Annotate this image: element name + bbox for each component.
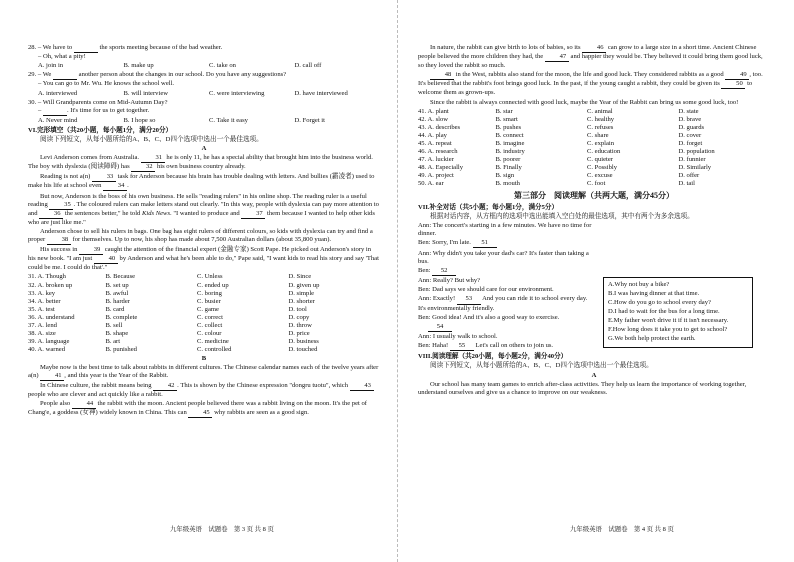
blank-45: 45 bbox=[188, 409, 212, 418]
box-option: G.We both help protect the earth. bbox=[608, 335, 696, 343]
blank-34: 34 bbox=[103, 182, 127, 191]
box-option: B.I was having dinner at that time. bbox=[608, 290, 700, 298]
blank bbox=[74, 44, 98, 53]
right-page bbox=[418, 44, 770, 398]
box-option: A.Why not buy a bike? bbox=[608, 281, 670, 288]
blank-31: 31 bbox=[141, 154, 165, 163]
box-option: C.How do you go to school every day? bbox=[608, 299, 711, 307]
box-option: F.How long does it take you to get to school? bbox=[608, 326, 728, 334]
blank-32: 32 bbox=[131, 163, 155, 172]
section-6-title: VI.完形填空（共20小题，每小题1分，满分20分） bbox=[28, 126, 173, 134]
dialog bbox=[418, 222, 596, 351]
blank bbox=[43, 107, 67, 116]
passage-a-para-4: Anderson chose to sell his rulers in bags. One bag has eight rulers of different colours, so kids with dyslexia can try and find a proper 38 for themselves. Up to now, his shop has made about 7,500 Australian dollars (about 35,800 yuan). bbox=[28, 228, 380, 245]
section-8-title: VIII.阅读理解（共20小题，每小题2分，满分40分） bbox=[418, 353, 568, 361]
passage-b-para-4: In nature, the rabbit can give birth to lots of babies, so its 46 can grow to a large size in a short time. Ancient Chinese people believed the more children they had, the 47 and happier they would be. They believed it could bring them good luck, so they loved the rabbit so much. bbox=[418, 44, 763, 70]
section-7-title: VII.补全对话（共5小题；每小题1分，满分5分） bbox=[418, 203, 559, 211]
left-page-footer: 九年级英语 试题卷 第 3 页 共 8 页 bbox=[170, 526, 274, 533]
blank bbox=[53, 71, 77, 80]
blank-54: 54 bbox=[428, 323, 452, 332]
options-41-50: 41. A. plant B. star C. animal D. state 42. A. slow B. smart C. healthy D. brave 43. A. describes B. pushes C. refuses D. guards 44. A. play B. connect C. share D. cover 45. A. repeat B. imagine C. explain D. forget 46. A. research B. industry C. education D. population 47. A. luckier B. poorer C. quieter D. funnier 48. A. Especially B. Finally C. Possibly D. Similarly 49. A. project B. sign C. excuse D. offer 50. A. ear B. mouth C. foot D. tail bbox=[418, 107, 715, 188]
dialog-line bbox=[418, 323, 596, 332]
dialog-line: Ben: Sorry, I'm late. 51 bbox=[418, 239, 596, 248]
options-30: A. Never mind B. I hope so C. Take it easy D. Forget it bbox=[38, 116, 325, 124]
section-8-instruction: 阅读下列短文，从每小题所给的A、B、C、D四个选项中选出一个最佳选项。 bbox=[430, 362, 653, 370]
passage-b-para-3: People also 44 the rabbit with the moon. Ancient people believed there was a rabbit living on the moon. It's the pet of Chang'e, a goddess (女神) widely known in China. This can 45 why rabbits are seen as a good sign. bbox=[28, 400, 380, 418]
passage-a-label: A bbox=[201, 145, 207, 153]
blank-41: 41 bbox=[40, 372, 64, 381]
options-31-40: 31. A. Though B. Because C. Unless D. Since 32. A. broken up B. set up C. ended up D. given up 33. A. key B. awful C. boring D. simple 34. A. better B. harder C. busier D. shorter 35. A. test B. card C. game D. tool 36. A. understand B. complete C. correct D. copy 37. A. lend B. sell C. collect D. throw 38. A. size B. shape C. colour D. price 39. A. language B. art C. medicine D. business 40. A. warned B. punished C. controlled D. touched bbox=[28, 273, 320, 353]
section-6-instruction: 阅读下列短文，从每小题所给的A、B、C、D四个选项中选出一个最佳选项。 bbox=[40, 135, 263, 143]
blank-53: 53 bbox=[457, 295, 481, 304]
blank-44: 44 bbox=[72, 400, 96, 409]
dialog-line: Ann: Exactly! 53 And you can ride it to school every day. It's environmentally friendly. bbox=[418, 295, 588, 312]
passage-b-label: B bbox=[201, 354, 207, 362]
dialog-line: Ben: Haha! 55 Let's call on others to join us. bbox=[418, 342, 596, 351]
passage-a-para-1: Levi Anderson comes from Australia. 31 he is only 11, he has a special ability that brought him into the business world. The boy with dyslexia (阅读障碍) has 32 his own business country already. bbox=[28, 154, 380, 172]
page-fold bbox=[397, 0, 398, 562]
passage-a8-label: A bbox=[591, 371, 597, 379]
passage-a8-para-1: Our school has many team games to enrich after-class activities. They help us learn the importance of working together, understand ourselves and give us a chance to improve on our weakness. bbox=[418, 380, 747, 396]
blank-47: 47 bbox=[545, 53, 569, 62]
blank-35: 35 bbox=[49, 201, 73, 210]
part-3-title: 第三部分 阅读理解（共两大题，满分45分） bbox=[514, 191, 674, 201]
section-7-instruction: 根据对话内容，从方框内的选项中选出能填入空白处的最佳选项，其中有两个为多余选项。 bbox=[430, 212, 694, 220]
question-30: 30. – Will Grandparents come on Mid-Autumn Day? – . It's time for us to get together. bbox=[28, 99, 380, 116]
blank-39: 39 bbox=[79, 246, 103, 255]
blank-42: 42 bbox=[153, 382, 177, 391]
options-28: A. join in B. make up C. take on D. call off bbox=[38, 62, 322, 70]
left-page bbox=[28, 44, 380, 420]
box-option: E.My father won't drive it if it isn't necessary. bbox=[608, 317, 729, 325]
blank-40: 40 bbox=[94, 255, 118, 264]
blank-43: 43 bbox=[350, 382, 374, 391]
blank-36: 36 bbox=[39, 210, 63, 219]
options-29: A. interviewed B. will interview C. were interviewing D. have interviewed bbox=[38, 89, 348, 97]
blank-38: 38 bbox=[47, 236, 71, 245]
dialog-line: Ben: Dad says we should care for our environment. bbox=[418, 286, 554, 294]
dialog-line: Ann: The concert's starting in a few minutes. We have no time for dinner. bbox=[418, 222, 592, 238]
question-29: 29. – We another person about the changes in our school. Do you have any suggestions? – You can go to Mr. Wu. He knows the school well. bbox=[28, 71, 287, 88]
blank-52: 52 bbox=[432, 267, 456, 276]
blank-37: 37 bbox=[241, 210, 265, 219]
dialog-line: Ann: Why didn't you take your dad's car? It's faster than taking a bus. bbox=[418, 249, 589, 265]
dialog-line: Ann: Really? But why? bbox=[418, 277, 481, 285]
options-box bbox=[603, 277, 753, 348]
blank-48: 48 bbox=[430, 71, 454, 80]
passage-a-para-2: Reading is not a(n) 33 task for Anderson because his brain has trouble dealing with letters. And bullies (霸凌者) used to make his life at school even 34 . bbox=[28, 173, 380, 191]
passage-a-para-3: But now, Anderson is the boss of his own business. He sells "reading rulers" in his online shop. The reading ruler is a useful reading 35 . The coloured rulers can make letters stand out clearly. "In this way, people with dyslexia can pay more attention to and 36 the sentences better," he told Kids News. "I wanted to produce and 37 them because I wanted to help other kids who are just like me." bbox=[28, 192, 379, 226]
blank-49: 49 bbox=[725, 71, 749, 80]
passage-b-para-6: Since the rabbit is always connected with good luck, maybe the Year of the Rabbit can bring us some good luck, too! bbox=[430, 98, 739, 106]
dialog-line: Ann: I usually walk to school. bbox=[418, 333, 498, 341]
box-option: D.I had to wait for the bus for a long time. bbox=[608, 308, 720, 316]
blank-50: 50 bbox=[721, 80, 745, 89]
right-page-footer: 九年级英语 试题卷 第 4 页 共 8 页 bbox=[570, 526, 674, 533]
blank-51: 51 bbox=[473, 239, 497, 248]
dialog-line: Ben: 52 bbox=[418, 267, 596, 276]
dialog-line: Ben: Good idea! And it's also a good way to exercise. bbox=[418, 313, 560, 321]
passage-b-para-5: 48 in the West, rabbits also stand for the moon, the life and good luck. They considered rabbits as a good 49 , too. It's believed that the rabbit's foot brings good luck. In the past, if the young caught a rabbit, they could be given its 50 to welcome them as grown-ups. bbox=[418, 71, 763, 97]
passage-b-para-2: In Chinese culture, the rabbit means being 42 . This is shown by the Chinese expression "dongru tuotu", which 43 people who are clever and act quickly like a rabbit. bbox=[28, 382, 380, 399]
blank-55: 55 bbox=[450, 342, 474, 351]
blank-46: 46 bbox=[582, 44, 606, 53]
passage-b-para-1: Maybe now is the best time to talk about rabbits in different cultures. The Chinese calendar names each of the twelve years after a(n) 41 , and this year is the Year of the Rabbit. bbox=[28, 364, 380, 381]
passage-a-para-5: His success in 39 caught the attention of the financial expert (金融专家) Scott Pape. He picked out Anderson's story in his new book. "I am just 40 by Anderson and what he's been able to do," Pape said, "I want kids to read his story and say 'That could be me. I could do that'." bbox=[28, 246, 379, 272]
blank-33: 33 bbox=[92, 173, 116, 182]
question-28: 28. – We have to the sports meeting because of the bad weather. – Oh, what a pity! bbox=[28, 44, 223, 61]
